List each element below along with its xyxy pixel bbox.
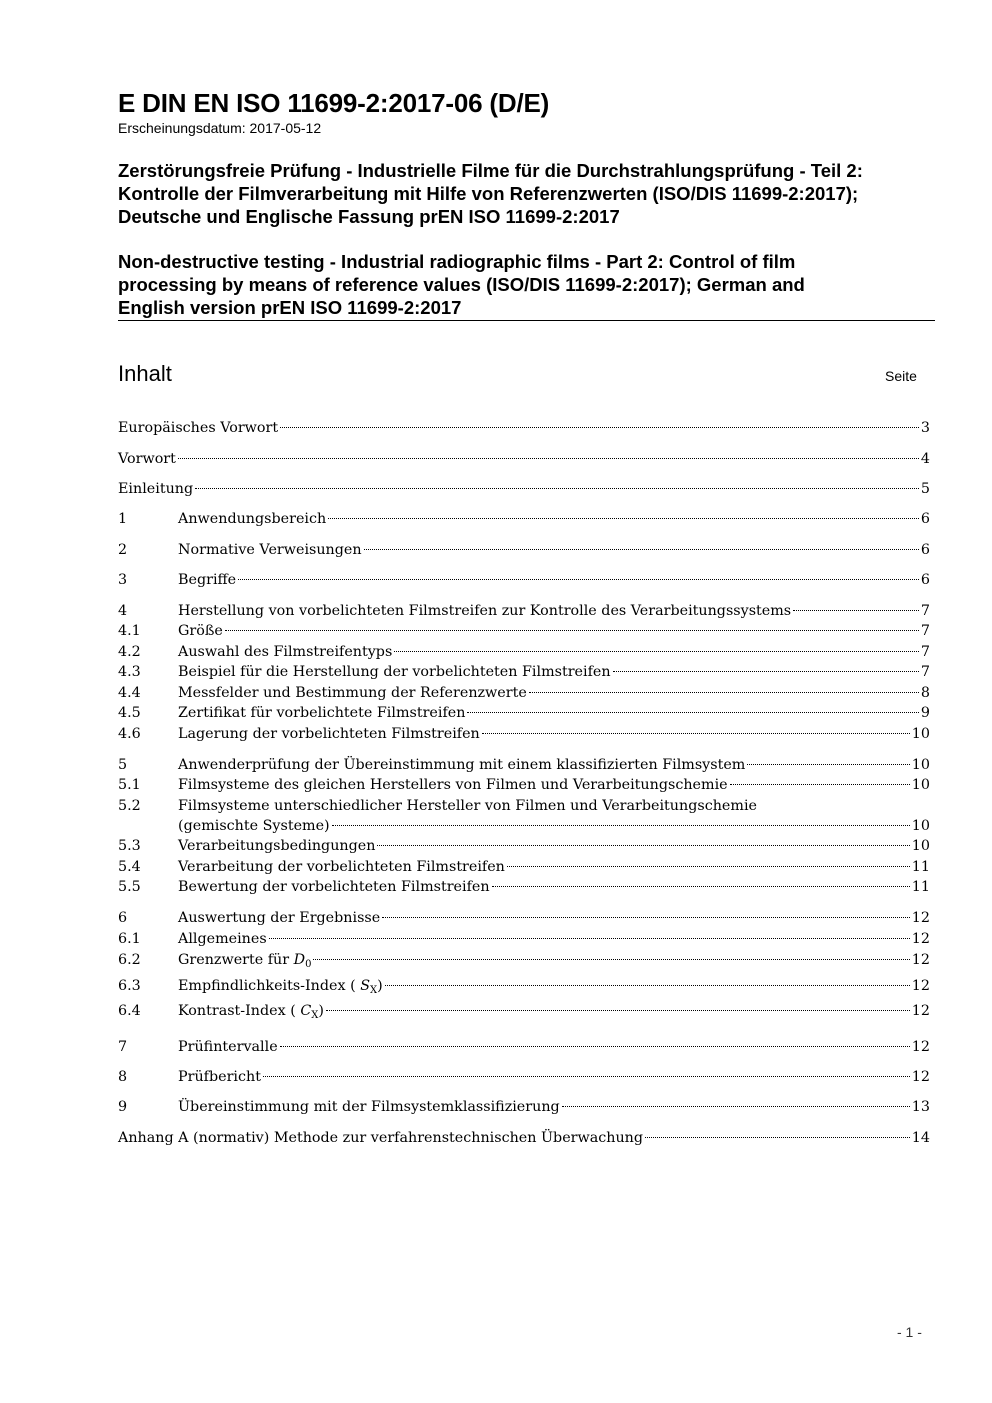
toc-entry-title: [178, 509, 326, 529]
toc-entry-title-text: Anhang A (normativ) Methode zur verfahrenstechnischen Überwachung: [118, 1130, 644, 1146]
toc-entry-title-text: Verarbeitung der vorbelichteten Filmstreifen: [178, 859, 505, 875]
toc-entry[interactable]: [118, 1067, 930, 1087]
toc-entry-title: [178, 1097, 560, 1117]
toc-entry-title-text: Kontrast-Index (: [178, 1003, 296, 1019]
toc-dot-leader: [326, 1010, 910, 1011]
toc-entry[interactable]: [118, 929, 930, 949]
toc-entry-page: 10: [911, 818, 930, 834]
toc-entry-page: 7: [920, 644, 930, 660]
toc-entry-title-text: Einleitung: [118, 481, 194, 497]
title-english-line: English version prEN ISO 11699-2:2017: [118, 297, 462, 318]
toc-entry-page: 12: [911, 1003, 930, 1019]
toc-entry-title: [178, 775, 728, 795]
toc-entry-title: [178, 601, 791, 621]
toc-entry-title: [178, 976, 383, 1001]
toc-entry-title: [178, 908, 380, 928]
toc-entry-title-end: ): [318, 1003, 324, 1019]
toc-entry[interactable]: [118, 509, 930, 529]
toc-entry[interactable]: [118, 662, 930, 682]
toc-entry-title-text: Europäisches Vorwort: [118, 420, 279, 436]
toc-dot-leader: [529, 692, 919, 693]
toc-entry-continuation[interactable]: [178, 816, 930, 836]
toc-entry-title-text: Lagerung der vorbelichteten Filmstreifen: [178, 726, 480, 742]
toc-entry-number: 6.2: [118, 952, 141, 968]
toc-entry-title-text: Übereinstimmung mit der Filmsystemklassifizierung: [178, 1099, 560, 1115]
toc-dot-leader: [280, 427, 919, 428]
toc-entry[interactable]: [118, 1001, 930, 1021]
toc-entry-title: [178, 570, 236, 590]
title-divider: [118, 320, 935, 321]
math-symbol: D: [293, 952, 306, 968]
toc-entry-number: 6.1: [118, 931, 141, 947]
toc-entry[interactable]: [118, 775, 930, 795]
toc-entry-page: 13: [911, 1099, 930, 1115]
toc-entry-page: 10: [911, 777, 930, 793]
toc-dot-leader: [382, 917, 910, 918]
toc-entry-number: 7: [118, 1039, 128, 1055]
toc-entry-number: 9: [118, 1099, 128, 1115]
toc-entry-title: [178, 642, 392, 662]
toc-dot-leader: [364, 549, 919, 550]
contents-heading: Inhalt: [118, 361, 172, 386]
title-german-line: Kontrolle der Filmverarbeitung mit Hilfe von Referenzwerten (ISO/DIS 11699-2:2017);: [118, 183, 859, 204]
toc-entry-title-text: Begriffe: [178, 572, 237, 588]
toc-entry-page: 14: [911, 1130, 930, 1146]
toc-dot-leader: [269, 938, 910, 939]
toc-entry-number: 5: [118, 757, 128, 773]
toc-dot-leader: [263, 1076, 910, 1077]
toc-entry[interactable]: [118, 1128, 930, 1148]
toc-entry-title-end: ): [377, 978, 383, 994]
toc-entry-title: [178, 1037, 278, 1057]
toc-entry[interactable]: [118, 570, 930, 590]
toc-entry-title: [118, 479, 193, 499]
toc-entry-page: 11: [911, 859, 930, 875]
toc-entry[interactable]: [118, 621, 930, 641]
toc-entry-page: 6: [920, 572, 930, 588]
toc-entry-title: [178, 857, 505, 877]
toc-dot-leader: [730, 784, 910, 785]
toc-entry-title: [118, 418, 278, 438]
toc-entry-title-text: Größe: [178, 623, 223, 639]
toc-entry-page: 10: [911, 726, 930, 742]
toc-entry-number: 5.5: [118, 879, 141, 895]
toc-entry[interactable]: [118, 601, 930, 621]
toc-entry-title-text: Auswertung der Ergebnisse: [178, 910, 381, 926]
toc-entry-title: [178, 1067, 261, 1087]
toc-entry-number: 4.1: [118, 623, 141, 639]
toc-dot-leader: [793, 610, 919, 611]
toc-entry-page: 11: [911, 879, 930, 895]
toc-entry-title: [178, 621, 223, 641]
toc-entry-title-text: Beispiel für die Herstellung der vorbelichteten Filmstreifen: [178, 664, 611, 680]
toc-entry-title-text: Filmsysteme des gleichen Herstellers von Filmen und Verarbeitungschemie: [178, 777, 728, 793]
toc-entry[interactable]: [118, 950, 930, 970]
toc-entry-page: 5: [920, 481, 930, 497]
toc-entry-page: 12: [911, 931, 930, 947]
toc-entry-number: 8: [118, 1069, 128, 1085]
toc-entry[interactable]: [118, 683, 930, 703]
toc-entry-page: 12: [911, 1069, 930, 1085]
toc-dot-leader: [562, 1106, 910, 1107]
toc-entry-title-text: Empfindlichkeits-Index (: [178, 978, 356, 994]
toc-dot-leader: [195, 488, 919, 489]
title-german-line: Deutsche und Englische Fassung prEN ISO 11699-2:2017: [118, 206, 620, 227]
title-english-line: processing by means of reference values (ISO/DIS 11699-2:2017); German and: [118, 274, 805, 295]
toc-entry[interactable]: [118, 857, 930, 877]
toc-entry-title: [178, 540, 362, 560]
toc-entry-title: [118, 1128, 643, 1148]
toc-entry-number: 5.3: [118, 838, 141, 854]
toc-entry-page: 7: [920, 603, 930, 619]
toc-entry-number: 4.3: [118, 664, 141, 680]
toc-entry-title-text: Prüfbericht: [178, 1069, 261, 1085]
toc-entry[interactable]: [118, 479, 930, 499]
toc-dot-leader: [613, 671, 919, 672]
toc-entry-title-text: Vorwort: [118, 451, 176, 467]
toc-dot-leader: [225, 630, 919, 631]
math-symbol: S: [360, 978, 371, 994]
toc-dot-leader: [377, 845, 909, 846]
toc-dot-leader: [492, 886, 910, 887]
toc-dot-leader: [507, 866, 910, 867]
toc-dot-leader: [328, 518, 919, 519]
toc-entry-title-text: Bewertung der vorbelichteten Filmstreifen: [178, 879, 490, 895]
math-subscript: 0: [305, 959, 312, 970]
toc-dot-leader: [332, 825, 910, 826]
title-english: [118, 250, 938, 319]
toc-entry[interactable]: [118, 703, 930, 723]
toc-entry-page: 12: [911, 978, 930, 994]
toc-entry[interactable]: [118, 724, 930, 744]
toc-entry-page: 12: [911, 1039, 930, 1055]
toc-dot-leader: [238, 579, 919, 580]
toc-entry-title-text: Allgemeines: [178, 931, 267, 947]
toc-entry[interactable]: [118, 755, 930, 775]
toc-entry-title: [178, 755, 745, 775]
toc-entry-number: 4.6: [118, 726, 141, 742]
toc-entry-title: [178, 724, 480, 744]
toc-entry-title-text: Grenzwerte für: [178, 952, 290, 968]
toc-entry-page: 10: [911, 757, 930, 773]
toc-entry[interactable]: [118, 1097, 930, 1117]
toc-entry[interactable]: [118, 540, 930, 560]
toc-entry-page: 3: [920, 420, 930, 436]
toc-entry-title-text: Anwenderprüfung der Übereinstimmung mit einem klassifizierten Filmsystem: [178, 757, 746, 773]
toc-dot-leader: [313, 959, 909, 960]
toc-dot-leader: [385, 985, 910, 986]
title-german-line: Zerstörungsfreie Prüfung - Industrielle Filme für die Durchstrahlungsprüfung - Teil 2:: [118, 160, 863, 181]
toc-entry-number: 2: [118, 542, 128, 558]
toc-entry-number: 5.1: [118, 777, 141, 793]
document-number: E DIN EN ISO 11699-2:2017-06 (D/E): [118, 88, 550, 118]
toc-entry-title: [178, 1001, 324, 1026]
toc-entry-title: [178, 662, 611, 682]
toc-entry-title-continued: (gemischte Systeme): [178, 818, 330, 834]
toc-dot-leader: [747, 764, 909, 765]
toc-entry-title: [178, 929, 267, 949]
toc-entry[interactable]: [118, 1037, 930, 1057]
toc-entry-page: 6: [920, 511, 930, 527]
math-subscript: X: [311, 1010, 319, 1021]
toc-entry-number: 4.2: [118, 644, 141, 660]
toc-entry-page: 6: [920, 542, 930, 558]
toc-entry-title-text: Messfelder und Bestimmung der Referenzwerte: [178, 685, 527, 701]
toc-entry-number: 4.5: [118, 705, 141, 721]
toc-dot-leader: [645, 1137, 910, 1138]
toc-entry[interactable]: [118, 418, 930, 438]
page-column-label: Seite: [885, 368, 917, 384]
toc-dot-leader: [280, 1046, 910, 1047]
toc-entry-page: 9: [920, 705, 930, 721]
toc-dot-leader: [482, 733, 910, 734]
toc-entry-page: 4: [920, 451, 930, 467]
title-german: [118, 159, 938, 228]
toc-entry-number: 6.3: [118, 978, 141, 994]
toc-entry-page: 8: [920, 685, 930, 701]
toc-entry-title-text: Auswahl des Filmstreifentyps: [178, 644, 393, 660]
toc-entry-title: [118, 449, 176, 469]
toc-dot-leader: [394, 651, 919, 652]
toc-entry-title: [178, 703, 465, 723]
toc-entry-page: 12: [911, 952, 930, 968]
toc-entry-number: 6: [118, 910, 128, 926]
toc-dot-leader: [178, 458, 919, 459]
toc-entry-title-text: Normative Verweisungen: [178, 542, 362, 558]
math-symbol: C: [300, 1003, 312, 1019]
toc-entry-number: 5.2: [118, 798, 141, 814]
toc-entry-title: [178, 950, 311, 975]
toc-entry[interactable]: [118, 642, 930, 662]
toc-entry-title-text: Zertifikat für vorbelichtete Filmstreifen: [178, 705, 466, 721]
toc-entry-title-text: Verarbeitungsbedingungen: [178, 838, 376, 854]
toc-entry-title: Filmsysteme unterschiedlicher Hersteller von Filmen und Verarbeitungschemie: [178, 798, 757, 814]
toc-entry-number: 6.4: [118, 1003, 141, 1019]
toc-entry[interactable]: [118, 796, 930, 816]
toc-entry[interactable]: [118, 908, 930, 928]
toc-entry-title: [178, 683, 527, 703]
toc-entry-title: [178, 836, 375, 856]
toc-entry-number: 1: [118, 511, 128, 527]
toc-entry-page: 12: [911, 910, 930, 926]
toc-entry-number: 5.4: [118, 859, 141, 875]
toc-entry-number: 4: [118, 603, 128, 619]
publication-date: Erscheinungsdatum: 2017-05-12: [118, 120, 322, 136]
toc-entry-title: [178, 877, 490, 897]
toc-entry-title-text: Herstellung von vorbelichteten Filmstreifen zur Kontrolle des Verarbeitungssystems: [178, 603, 792, 619]
toc-entry-title-text: Prüfintervalle: [178, 1039, 278, 1055]
toc-entry[interactable]: [118, 976, 930, 996]
toc-entry-number: 4.4: [118, 685, 141, 701]
toc-entry-title-text: Anwendungsbereich: [178, 511, 327, 527]
toc-entry-page: 7: [920, 623, 930, 639]
toc-entry-page: 7: [920, 664, 930, 680]
toc-entry-page: 10: [911, 838, 930, 854]
toc-entry[interactable]: [118, 449, 930, 469]
toc-entry-number: 3: [118, 572, 128, 588]
title-english-line: Non-destructive testing - Industrial radiographic films - Part 2: Control of film: [118, 251, 796, 272]
toc-dot-leader: [467, 712, 918, 713]
toc-entry[interactable]: [118, 877, 930, 897]
toc-entry[interactable]: [118, 836, 930, 856]
math-subscript: X: [370, 985, 378, 996]
page-number: - 1 -: [897, 1324, 922, 1340]
